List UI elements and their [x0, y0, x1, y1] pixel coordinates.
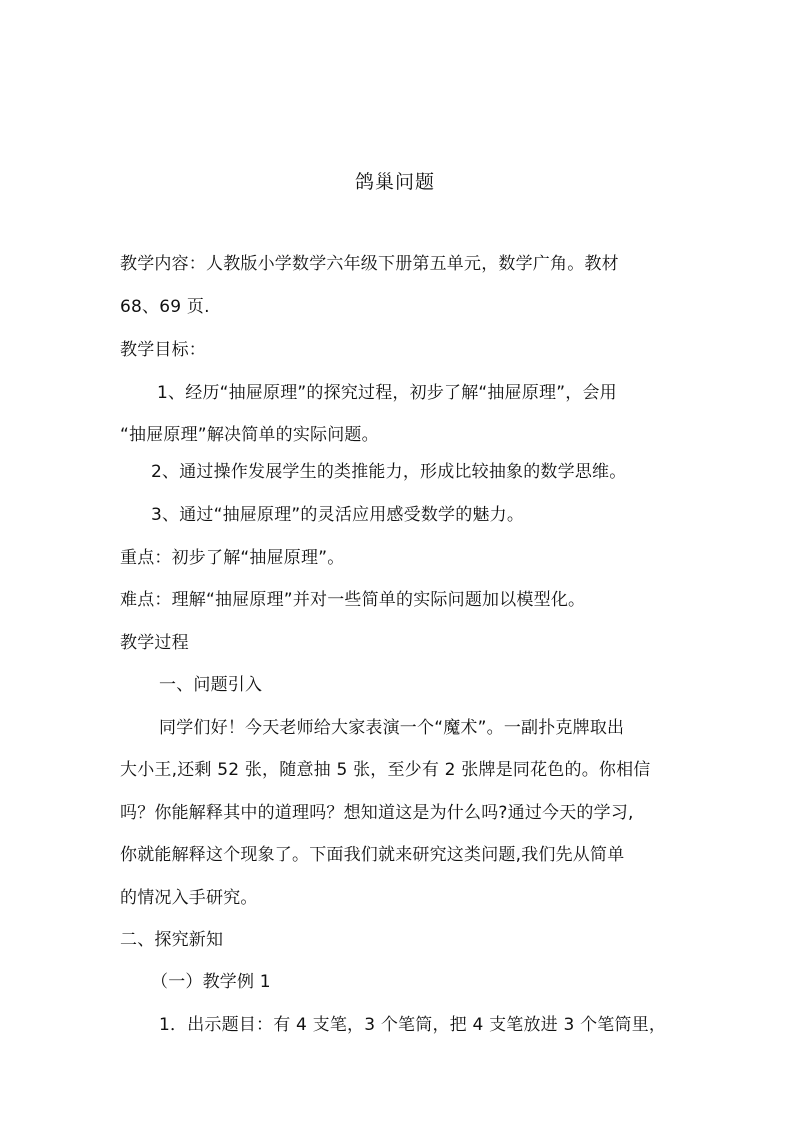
- intro-line-5: 的情况入手研究。: [120, 888, 258, 908]
- intro-line-2: 大小王,还剩 52 张，随意抽 5 张，至少有 2 张牌是同花色的。你相信: [120, 760, 651, 780]
- key-point: 重点：初步了解“抽屉原理”。: [120, 548, 345, 568]
- objective-1-line-2: “抽屉原理”解决简单的实际问题。: [120, 425, 379, 445]
- objectives-heading: 教学目标：: [120, 340, 206, 360]
- example-heading: （一）教学例 1: [151, 972, 271, 992]
- document-title: 鸽巢问题: [355, 171, 436, 193]
- process-heading: 教学过程: [120, 633, 189, 653]
- objective-1-line-1: 1、经历“抽屉原理”的探究过程，初步了解“抽屉原理”，会用: [157, 383, 617, 403]
- intro-line-3: 吗？你能解释其中的道理吗？想知道这是为什么吗?通过今天的学习,: [120, 803, 634, 823]
- intro-line-1: 同学们好！今天老师给大家表演一个“魔术”。一副扑克牌取出: [159, 718, 625, 738]
- content-line-1: 教学内容：人教版小学数学六年级下册第五单元，数学广角。教材: [120, 254, 619, 274]
- content-line-2: 68、69 页.: [120, 297, 210, 317]
- intro-line-4: 你就能解释这个现象了。下面我们就来研究这类问题,我们先从简单: [120, 845, 625, 865]
- objective-2: 2、通过操作发展学生的类推能力，形成比较抽象的数学思维。: [151, 462, 627, 482]
- section-1-heading: 一、问题引入: [159, 675, 263, 695]
- objective-3: 3、通过“抽屉原理”的灵活应用感受数学的魅力。: [151, 505, 525, 525]
- difficulty: 难点：理解“抽屉原理”并对一些简单的实际问题加以模型化。: [120, 590, 586, 610]
- section-2-heading: 二、探究新知: [120, 930, 224, 950]
- example-line-1: 1．出示题目：有 4 支笔，3 个笔筒，把 4 支笔放进 3 个笔筒里，: [159, 1015, 667, 1035]
